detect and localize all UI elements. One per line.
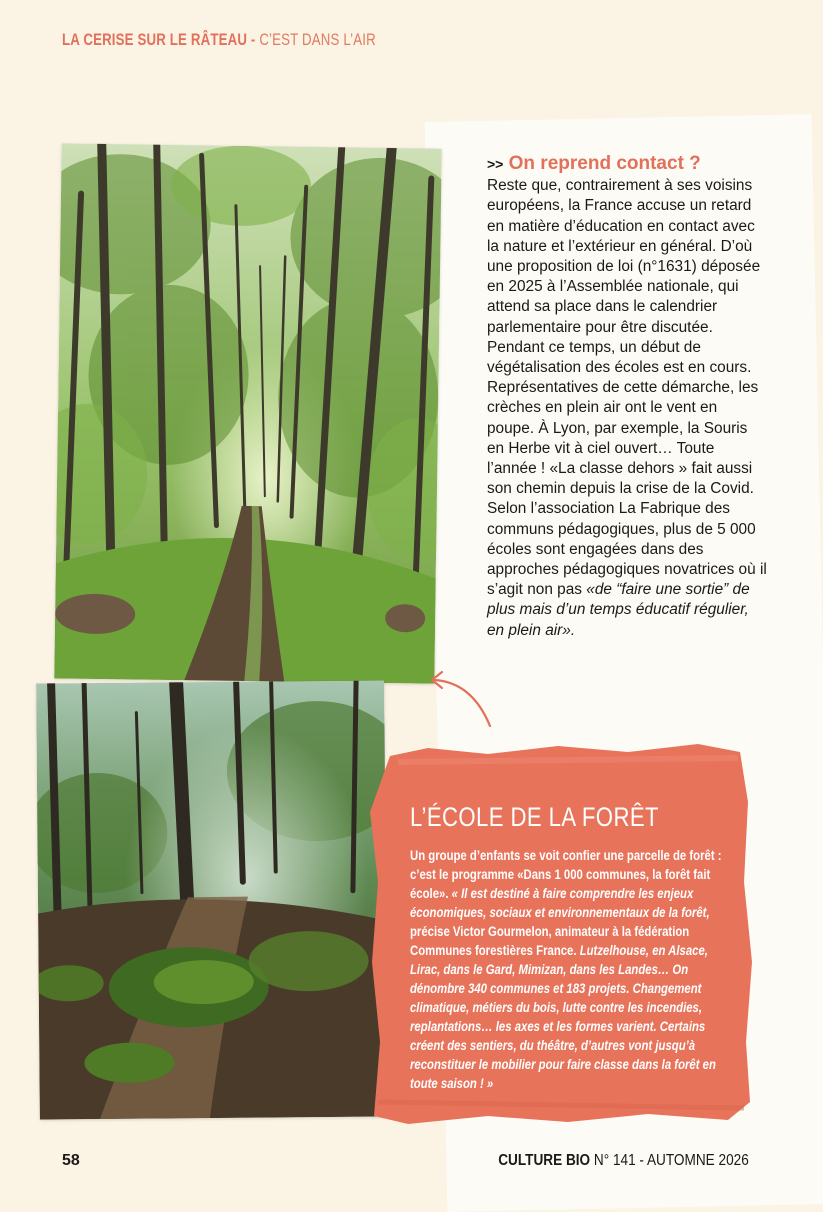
article-body-text: Reste que, contrairement à ses voisins européens, la France accuse un retard en matière d’éducation en contact avec la nature et l’extérieur en général. D’où une proposition de loi (n°1631) déposée en 2025 à l’Assemblée nationale, qui attend sa place dans le calendrier parlementaire pour être discutée. Pendant ce temps, un début de végétalisation des écoles est en cours. Représentatives de cette démarche, les crèches en plein air ont le vent en poupe. À Lyon, par exemple, la Souris en Herbe vit à ciel ouvert… Toute l’année ! «La classe dehors » fait aussi son chemin depuis la crise de la Covid. Selon l’association La Fabrique des communs pédagogiques, plus de 5 000 écoles sont engagées dans des approches pédagogiques novatrices où il s’agit non pas xyxy=(487,177,767,599)
article-heading-text: On reprend contact ? xyxy=(508,153,701,174)
box-title: L’ÉCOLE DE LA FORÊT xyxy=(410,802,659,832)
section-title: LA CERISE SUR LE RÂTEAU xyxy=(62,30,248,49)
sidebar-box xyxy=(368,742,754,1126)
box-body xyxy=(410,847,740,1094)
header-separator: - xyxy=(247,30,260,49)
magazine-brand: CULTURE BIO xyxy=(498,1152,591,1169)
article-heading xyxy=(487,154,767,174)
page-number: 58 xyxy=(62,1152,80,1169)
curved-arrow-icon xyxy=(424,668,496,730)
magazine-footer xyxy=(498,1152,749,1170)
heading-arrows: >> xyxy=(487,156,504,172)
box-body-quote-2: Lutzelhouse, en Alsace, Lirac, dans le Gard, Mimizan, dans les Landes… On dénombre 340 communes et 183 projets. Changement climatique, métiers du bois, lutte contre les incendies, replantations… les axes et les formes varient. Certains créent des sentiers, du théâtre, d’autres vont jusqu’à reconstituer le mobilier pour faire classe dans la forêt en toute saison ! » xyxy=(410,943,716,1092)
article-column xyxy=(487,154,767,641)
forest-path-photo xyxy=(54,143,441,683)
mossy-forest-photo xyxy=(36,680,388,1119)
article-body xyxy=(487,176,767,641)
subsection-title: C’EST DANS L’AIR xyxy=(259,30,376,49)
issue-info: N° 141 - AUTOMNE 2026 xyxy=(590,1152,749,1169)
box-body-intro: Un groupe d’enfants se voit confier une parcelle de forêt : c’est le programme «Dans 1 000 communes, la forêt fait école». xyxy=(410,848,722,902)
article-quote: «de “faire une sortie” de plus mais d’un temps éducatif régulier, en plein air». xyxy=(487,581,750,639)
box-body-attribution: précise Victor Gourmelon, animateur à la fédération Communes forestières France. xyxy=(410,924,690,959)
box-body-quote-1: « Il est destiné à faire comprendre les enjeux économiques, sociaux et environnementaux de la forêt, xyxy=(410,886,710,921)
running-head xyxy=(62,30,376,50)
